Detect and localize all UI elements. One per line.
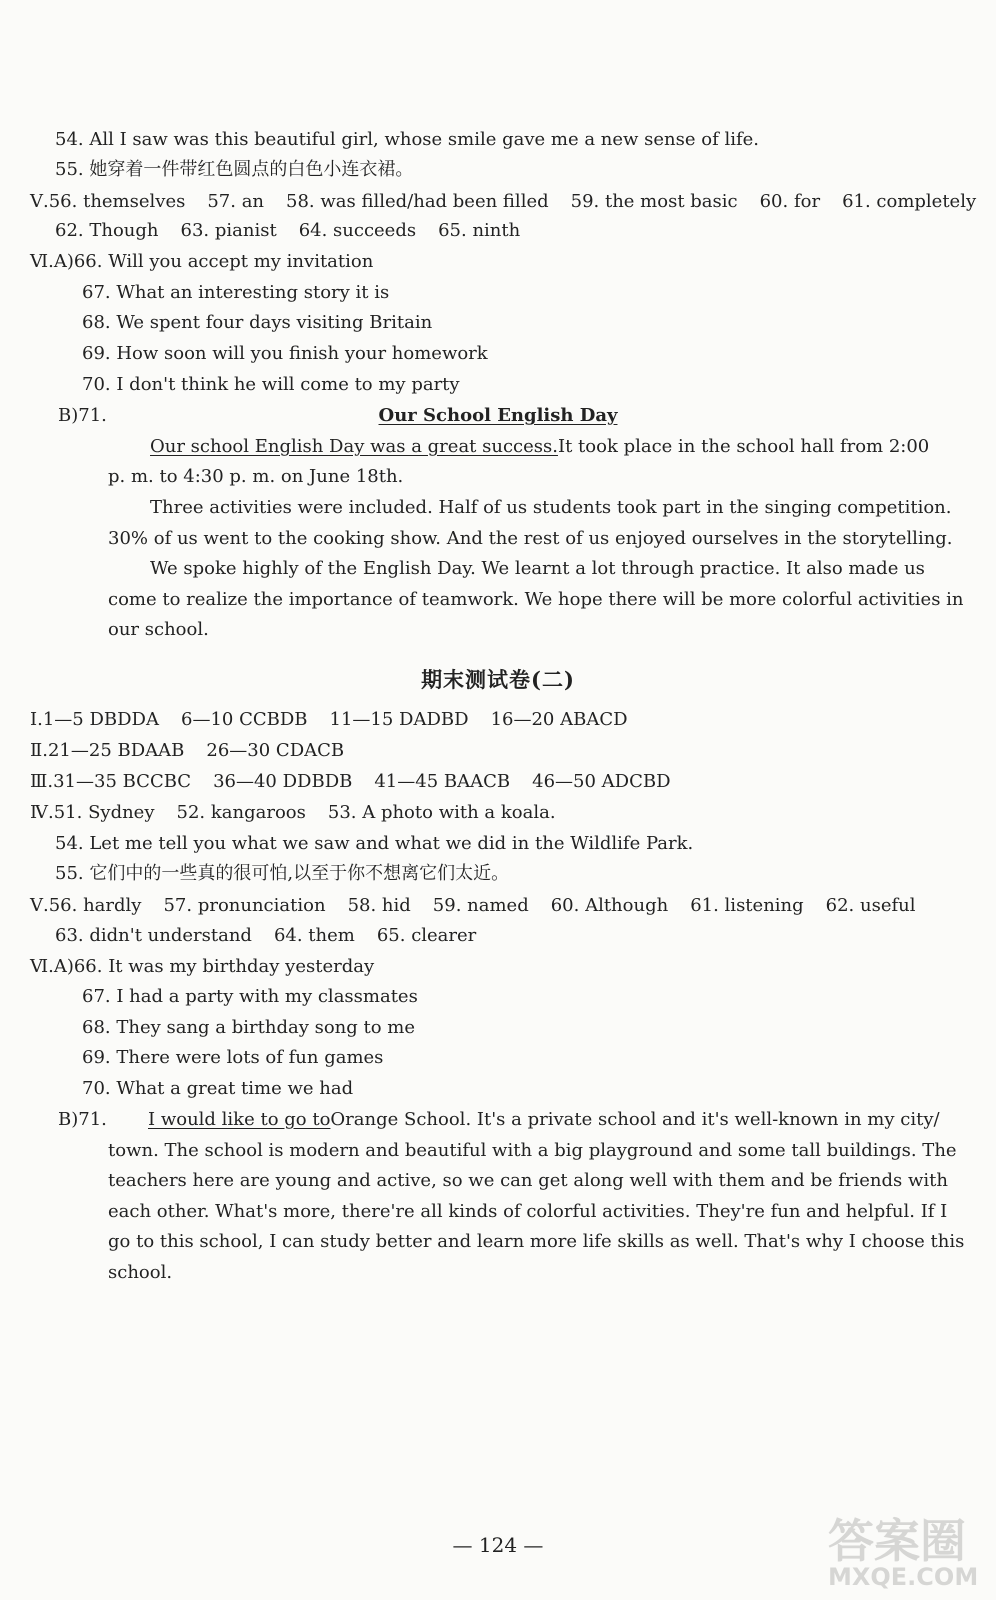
essay-p2-line2: 30% of us went to the cooking show. And the rest of us enjoyed ourselves in the storytelling. bbox=[108, 528, 953, 549]
section-v-row1 bbox=[30, 190, 976, 214]
answer-66: A)66. Will you accept my invitation bbox=[53, 251, 374, 272]
answer-62: 62. Though bbox=[55, 220, 159, 241]
essay-p3-line1: We spoke highly of the English Day. We learnt a lot through practice. It also made us bbox=[150, 558, 925, 579]
section-v-mark: Ⅴ. bbox=[30, 191, 49, 212]
answer-58b: 58. hid bbox=[347, 895, 411, 916]
answer-70: 70. I don't think he will come to my party bbox=[82, 374, 460, 395]
answer-67b: 67. I had a party with my classmates bbox=[82, 986, 418, 1007]
essay-title: Our School English Day bbox=[378, 405, 618, 426]
essay2-line4: each other. What's more, there're all kinds of colorful activities. They're fun and helpful. If I bbox=[108, 1201, 948, 1222]
essay2-line5: go to this school, I can study better and learn more life skills as well. That's why I choose this bbox=[108, 1231, 965, 1252]
answer-group: 26—30 CDACB bbox=[206, 740, 345, 761]
answer-60b: 60. Although bbox=[550, 895, 669, 916]
answer-62b: 62. useful bbox=[825, 895, 916, 916]
answer-69: 69. How soon will you finish your homework bbox=[82, 343, 488, 364]
answer-63b: 63. didn't understand bbox=[55, 925, 252, 946]
answer-group: 11—15 DADBD bbox=[329, 709, 469, 730]
page-number: — 124 — bbox=[452, 1533, 544, 1557]
essay2-line3: teachers here are young and active, so we can get along well with them and be friends with bbox=[108, 1170, 948, 1191]
answer-70b: 70. What a great time we had bbox=[82, 1078, 354, 1099]
answer-group: 36—40 DDBDB bbox=[213, 771, 353, 792]
section-v2-row1 bbox=[30, 894, 916, 918]
section-iv-row bbox=[30, 801, 556, 825]
answer-57: 57. an bbox=[207, 191, 265, 212]
answer-58: 58. was filled/had been filled bbox=[286, 191, 549, 212]
answer-56: 56. themselves bbox=[48, 191, 186, 212]
answer-group: 41—45 BAACB bbox=[374, 771, 511, 792]
answer-55: 55. 她穿着一件带红色圆点的白色小连衣裙。 bbox=[55, 159, 414, 180]
section-i-row bbox=[30, 708, 628, 732]
answer-57b: 57. pronunciation bbox=[163, 895, 326, 916]
answer-60: 60. for bbox=[759, 191, 821, 212]
answer-54: 54. All I saw was this beautiful girl, whose smile gave me a new sense of life. bbox=[55, 129, 760, 150]
section-iii-row bbox=[30, 770, 671, 794]
essay2-line1 bbox=[148, 1108, 940, 1132]
section-i-mark: Ⅰ. bbox=[30, 709, 43, 730]
section-vi2-a66 bbox=[30, 955, 374, 979]
essay2-line1-rest: Orange School. It's a private school and it's well-known in my city/ bbox=[330, 1109, 940, 1130]
section-vi-mark: Ⅵ. bbox=[30, 251, 54, 272]
answer-65: 65. ninth bbox=[438, 220, 521, 241]
essay-p1-line1 bbox=[150, 435, 929, 459]
answer-61: 61. completely bbox=[842, 191, 977, 212]
answer-63: 63. pianist bbox=[180, 220, 277, 241]
section-vi-a66 bbox=[30, 250, 373, 274]
answer-59b: 59. named bbox=[432, 895, 529, 916]
section-iv-mark: Ⅳ. bbox=[30, 802, 54, 823]
answer-52: 52. kangaroos bbox=[176, 802, 306, 823]
answer-55b: 55. 它们中的一些真的很可怕,以至于你不想离它们太近。 bbox=[55, 863, 510, 884]
essay-p1-rest: It took place in the school hall from 2:00 bbox=[557, 436, 930, 457]
answer-group: 1—5 DBDDA bbox=[42, 709, 159, 730]
essay2-underlined-start: I would like to go to bbox=[148, 1109, 331, 1130]
answer-71b-label: B)71. bbox=[58, 1109, 107, 1130]
watermark-logo-text: 答案圈 bbox=[828, 1514, 966, 1568]
answer-group: 46—50 ADCBD bbox=[532, 771, 671, 792]
watermark-logo bbox=[828, 1514, 979, 1591]
section-v2-row2 bbox=[55, 924, 476, 948]
essay-p3-line2: come to realize the importance of teamwork. We hope there will be more colorful activities in bbox=[108, 589, 964, 610]
answer-53: 53. A photo with a koala. bbox=[327, 802, 556, 823]
answer-64: 64. succeeds bbox=[298, 220, 417, 241]
essay-p1-line2: p. m. to 4:30 p. m. on June 18th. bbox=[108, 466, 404, 487]
section-ii-row bbox=[30, 739, 344, 763]
answer-65b: 65. clearer bbox=[376, 925, 477, 946]
answer-67: 67. What an interesting story it is bbox=[82, 282, 390, 303]
answer-59: 59. the most basic bbox=[570, 191, 738, 212]
section-title: 期末测试卷(二) bbox=[421, 667, 575, 692]
answer-group: 21—25 BDAAB bbox=[47, 740, 185, 761]
essay-p2-line1: Three activities were included. Half of us students took part in the singing competition. bbox=[150, 497, 952, 518]
answer-56b: 56. hardly bbox=[48, 895, 142, 916]
answer-66b: A)66. It was my birthday yesterday bbox=[53, 956, 375, 977]
answer-51: 51. Sydney bbox=[53, 802, 155, 823]
section-v2-mark: Ⅴ. bbox=[30, 895, 49, 916]
answer-group: 31—35 BCCBC bbox=[53, 771, 192, 792]
section-iii-mark: Ⅲ. bbox=[30, 771, 54, 792]
answer-69b: 69. There were lots of fun games bbox=[82, 1047, 384, 1068]
essay-p3-line3: our school. bbox=[108, 619, 209, 640]
answer-54b: 54. Let me tell you what we saw and what we did in the Wildlife Park. bbox=[55, 833, 694, 854]
answer-61b: 61. listening bbox=[690, 895, 804, 916]
answer-64b: 64. them bbox=[273, 925, 355, 946]
answer-68: 68. We spent four days visiting Britain bbox=[82, 312, 433, 333]
essay2-line2: town. The school is modern and beautiful with a big playground and some tall buildings. The bbox=[108, 1140, 957, 1161]
answer-68b: 68. They sang a birthday song to me bbox=[82, 1017, 416, 1038]
section-vi2-mark: Ⅵ. bbox=[30, 956, 54, 977]
section-ii-mark: Ⅱ. bbox=[30, 740, 48, 761]
answer-71-label: B)71. bbox=[58, 405, 107, 426]
essay-underlined-start: Our school English Day was a great success. bbox=[150, 436, 558, 457]
answer-group: 16—20 ABACD bbox=[490, 709, 628, 730]
watermark-url: MXQE.COM bbox=[828, 1563, 979, 1591]
answer-group: 6—10 CCBDB bbox=[181, 709, 308, 730]
essay2-line6: school. bbox=[108, 1262, 173, 1283]
section-v-row2 bbox=[55, 219, 520, 243]
